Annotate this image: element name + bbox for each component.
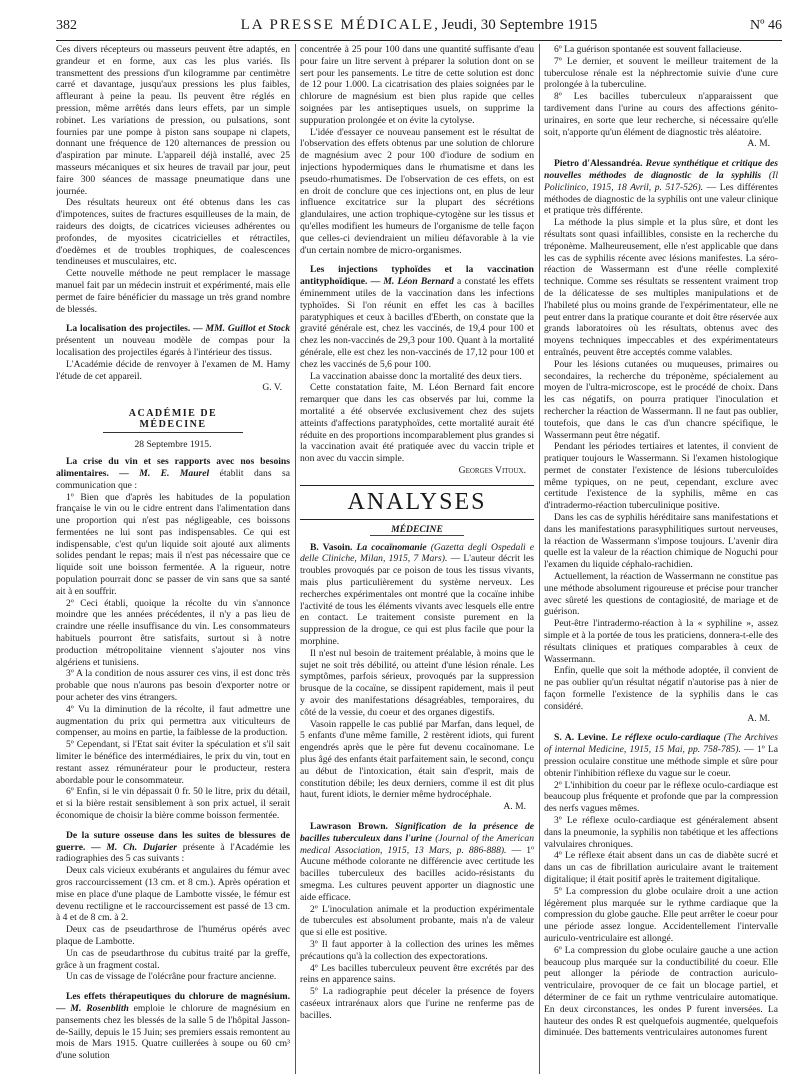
article-magnesium bbox=[56, 991, 290, 1062]
paragraph: 1º Bien que d'après les habitudes de la population française le vin ou le cidre entrent dans l'alimentation dans une proportion qui n'est pas négligeable, ces boissons fermentées ne lui sont pas indispensables. Ce qui est indispensable, c'est qu'un liquide soit ajouté aux aliments solides pendant le repas; mais il n'est pas nécessaire que ce liquide soit une boisson fermentée. A la rigueur, notre population pourrait donc se passer de vin sans que sa santé ait à en souffrir. bbox=[56, 491, 290, 597]
review-brown bbox=[300, 821, 534, 904]
column-divider bbox=[539, 44, 540, 1074]
journal-masthead bbox=[56, 17, 782, 34]
review-reference: (Il Policlinico, 1915, 18 Avril, p. 517-526). bbox=[544, 169, 778, 193]
article-author: — M. Rosenblith bbox=[56, 1002, 129, 1014]
paragraph: Deux cals vicieux exubérants et angulaires du fémur avec gros raccourcissement (13 cm. et 8 cm.). Après opération et mise en place d'une plaque de Lambotte vissée, le fémur est devenu rectiligne et le raccourcissement est passé de 13 cm. à 4 et de 8 cm. à 2. bbox=[56, 865, 290, 924]
paragraph: 8º Les bacilles tuberculeux n'apparaissent que tardivement dans l'urine au cours des affections génito-urinaires, en sorte que leur recherche, si nécessaire qu'elle soit, n'apporte qu'un élément de diagnostic très aléatoire. bbox=[544, 91, 778, 138]
review-dalessandrea bbox=[544, 158, 778, 217]
article-author: — M. Léon Bernard bbox=[367, 276, 454, 288]
signature: A. M. bbox=[503, 801, 526, 813]
section-heading: ACADÉMIE DE MÉDECINE bbox=[103, 408, 243, 433]
paragraph: L'idée d'essayer ce nouveau pansement est le résultat de l'observation des effets obtenus par une solution de chlorure de magnésium avec 2 pour 100 d'iodure de sodium en injections hypodermiques dans le rhumatisme et dans les pseudo-rhumatismes. De l'observation de ces effets, on est en droit de conclure que ces injections ont, en plus de leur influence excitatrice sur la plupart des sécrétions glandulaires, une action trophique-cytogène sur les tissus et qu'elles modifient les humeurs de l'organisme de telle façon que celles-ci deviendraient un milieu défavorable à la vie d'un certain nombre de micro-organismes. bbox=[300, 126, 534, 256]
issue-date: , Jeudi, 30 Septembre 1915 bbox=[434, 17, 598, 33]
paragraph: 2º Ceci établi, quoique la récolte du vin s'annonce moindre que les années précédentes, il n'y a pas lieu de craindre une réelle insuffisance du vin. Les consommateurs habituels pourront être satisfaits, surtout si à notre production métropolitaine viennent s'ajouter nos vins algériens et tunisiens. bbox=[56, 597, 290, 668]
column-middle bbox=[300, 44, 534, 1074]
subsection-heading: MÉDECINE bbox=[370, 524, 464, 536]
review-vasoin bbox=[300, 542, 534, 648]
article-text: emploie le chlorure de magnésium en pansements chez les blessés de la salle 5 de l'hôpital Jasson-de-Sailly, depuis le 15 Juin; ses premiers essais remontent au mois de Mars 1915. Quatre cuillerées à soupe ou 60 cm³ d'une solution bbox=[56, 1002, 290, 1062]
issue-number: Nº 46 bbox=[750, 18, 782, 33]
paragraph: Pendant les périodes tertiaires et latentes, il convient de pratiquer toujours le Wassermann. Si l'examen histologique permet de constater l'existence de lésions tuberculoïdes même typiques, on ne peut, cependant, exclure avec certitude l'existence de la syphilis, même en cas d'intradermo-réaction tuberculinique positive. bbox=[544, 441, 778, 512]
paragraph: 5º Cependant, si l'Etat sait éviter la spéculation et s'il sait limiter le bénéfice des intermédiaires, le prix du vin, tout en restant assez rémunérateur pour le producteur, restera abordable pour le consommateur. bbox=[56, 739, 290, 786]
paragraph: Ces divers récepteurs ou masseurs peuvent être adaptés, en grandeur et en forme, aux cas les plus variés. Ils transmettent des pressions d'un kilogramme par centimètre carré et davantage, jusqu'aux pressions les plus faibles, affleurant à peine la peau. Ils peuvent être réglés en pression, même arrêtés dans leurs effets, par un simple robinet. Les variations de pression, ou pulsations, sont fournies par une pompe à piston sans soupape ni clapets, donnant une fréquence de 120 alternances de pression ou d'aspiration par minute. L'appareil déjà installé, avec 25 masseurs mécaniques et six heures de travail par jour, peut faire 300 séances de massage pneumatique dans une journée. bbox=[56, 44, 290, 197]
paragraph: Deux cas de pseudarthrose de l'humérus opérés avec plaque de Lambotte. bbox=[56, 924, 290, 947]
newspaper-page bbox=[56, 16, 782, 1074]
article-title: Les effets thérapeutiques du chlorure de magnésium. bbox=[66, 991, 290, 1003]
paragraph: 7º Le dernier, et souvent le meilleur traitement de la tuberculose rénale est la néphrectomie suivie d'une cure prolongée à la tuberculine. bbox=[544, 55, 778, 91]
signature: A. M. bbox=[747, 138, 770, 150]
paragraph: Un cas de pseudarthrose du cubitus traité par la greffe, grâce à un fragment costal. bbox=[56, 947, 290, 971]
paragraph: 4º Les bacilles tuberculeux peuvent être excrétés par des reins en apparence sains. bbox=[300, 962, 534, 986]
paragraph: 3º Il faut apporter à la collection des urines les mêmes précautions qu'à la collection des expectorations. bbox=[300, 938, 534, 962]
paragraph: Enfin, quelle que soit la méthode adoptée, il convient de ne pas oublier qu'un résultat négatif n'autorise pas à nier de façon formelle l'existence de la syphilis dans le cas considéré. bbox=[544, 665, 778, 712]
signature: A. M. bbox=[747, 712, 770, 724]
text-columns bbox=[56, 44, 782, 1074]
review-title: La cocaïnomanie bbox=[352, 541, 427, 553]
column-divider bbox=[295, 44, 296, 1074]
paragraph: L'Académie décide de renvoyer à l'examen de M. Hamy l'étude de cet appareil. bbox=[56, 358, 290, 382]
article-vin bbox=[56, 456, 290, 491]
paragraph: Vasoin rappelle le cas publié par Marfan, dans lequel, de 5 enfants d'une même famille, 2 restèrent idiots, qui furent engendrés après que le père fut devenu cocaïnomane. Le plus âgé des enfants était parfaitement sain, le second, conçu au début de l'intoxication, était sain d'esprit, mais de constitution débile; les deux derniers, comme il est dit plus haut, furent idiots, le dernier même hydrocéphale. bbox=[300, 718, 534, 801]
paragraph: 2º L'inoculation animale et la production expérimentale de tubercules est absolument probante, mais n'a de valeur que si elle est positive. bbox=[300, 903, 534, 939]
paragraph: concentrée à 25 pour 100 dans une quantité suffisante d'eau pour faire un litre servent à préparer la solution dont on se sert pour les pansements. Le titre de cette solution est donc de 12 pour 1.000. La cicatrisation des plaies soignées par le chlorure de magnésium est bien plus rapide que celles soignées par les antiseptiques usuels, on supprime la suppuration prolongée et on évite la cytolyse. bbox=[300, 44, 534, 126]
page-header bbox=[56, 16, 782, 41]
paragraph: La méthode la plus simple et la plus sûre, et dont les résultats sont quasi infaillibles, consiste en la recherche du tréponème. Malheureusement, elle n'est applicable que dans les cas de syphilis récente avec lésions manifestes. La séro-réaction de Wassermann est d'une réelle complexité technique. Comme ses résultats se ressentent vraiment trop de la délicatesse de ses multiples manipulations et de l'habileté plus ou moins grande de l'expérimentateur, elle ne peut entrer dans la pratique courante et doit être réservée aux grands laboratoires où les résultats, obtenus avec des moyens techniques impeccables et des expérimentateurs entraînés, peuvent être acceptés comme valables. bbox=[544, 217, 778, 358]
paragraph: Pour les lésions cutanées ou muqueuses, primaires ou secondaires, la recherche du tréponème, spécialement au moyen de l'ultra-microscope, est le procédé de choix. Dans les cas négatifs, on pourra pratiquer l'inoculation et rechercher la réaction de Wassermann. Il ne faut pas oublier, toutefois, que dans le cas d'un chancre spécifique, le Wassermann peut être négatif. bbox=[544, 358, 778, 441]
signature: G. V. bbox=[262, 382, 282, 394]
review-text: — L'auteur décrit les troubles provoqués par ce poison de tous les tissus vivants, mais plus particulièrement du système nerveux. Les recherches expérimentales ont montré que la cocaïne inhibe l'activité de tous les éléments vivants avec lesquels elle entre en contact. Le traitement consiste purement en la suppression de la drogue, ce qui est plus facile que pour la morphine. bbox=[300, 553, 534, 648]
review-text: — 1º La pression oculaire constitue une méthode simple et sûre pour obtenir l'inhibition réflexe du vague sur le coeur. bbox=[544, 744, 778, 779]
review-reference: (The Archives of internal Medicine, 1915, 15 Mai, pp. 758-785). bbox=[544, 732, 778, 756]
article-text: a constaté les effets éminemment utiles de la vaccination dans les infections typhoïdes. Si l'on réunit en effet les cas à bacilles paratyphiques et ceux à bacilles d'Eberth, on constate que la gravité générale est, chez les vaccinés, de 19,4 pour 100 et chez les non-vaccinés de 29,3 pour 100. Quant à la mortalité générale, elle est chez les non-vaccinés de 17,12 pour 100 et chez les vaccinés de 5,6 pour 100. bbox=[300, 276, 534, 370]
article-title: La localisation des projectiles. bbox=[66, 323, 191, 335]
article-localisation bbox=[56, 323, 290, 358]
review-author: Lawrason Brown. bbox=[310, 821, 388, 833]
review-title: Signification de la présence de bacilles tuberculeux dans l'urine bbox=[300, 821, 534, 844]
paragraph: 4º Le réflexe était absent dans un cas de diabète sucré et dans un cas de fibrillation auriculaire avant le traitement digitalique; il était positif après le traitement digitalique. bbox=[544, 850, 778, 885]
article-title: Les injections typhoïdes et la vaccination antityphoïdique. bbox=[300, 264, 534, 288]
article-injections bbox=[300, 264, 534, 370]
paragraph: 5º La compression du globe oculaire droit a une action légèrement plus marquée sur le rythme cardiaque que la compression du globe gauche. Elle peut arrêter le coeur pour une période assez longue. Accidentellement l'intervalle auriculo-ventriculaire est allongé. bbox=[544, 885, 778, 944]
paragraph: 4º Vu la diminution de la récolte, il faut admettre une augmentation du prix qui permettra aux viticulteurs de compenser, au moins en partie, la faiblesse de la production. bbox=[56, 703, 290, 739]
paragraph: Peut-être l'intradermo-réaction à la « syphiline », assez simple et à la portée de tous les praticiens, donnera-t-elle des résultats cliniques et pratiques comparables à ceux de Wassermann. bbox=[544, 618, 778, 665]
paragraph: Cette constatation faite, M. Léon Bernard fait encore remarquer que dans les cas observés par lui, comme la mortalité a été observée exclusivement chez des sujets atteints d'affections paratyphoïdes, cette mortalité aurait été réduite en des proportions incomparablement plus grandes si la vaccination avait été pratiquée avec du vaccin triple et non avec du vaccin simple. bbox=[300, 382, 534, 465]
review-author: Pietro d'Alessandréa. bbox=[554, 158, 643, 170]
review-author: B. Vasoin. bbox=[310, 541, 353, 553]
review-title: Le réflexe oculo-cardiaque bbox=[607, 732, 721, 744]
review-reference: (Journal of the American medical Association, 1915, 13 Mars, p. 886-888). bbox=[300, 832, 534, 856]
column-left bbox=[56, 44, 290, 1074]
review-reference: (Gazetta degli Ospedali e delle Cliniche, Milan, 1915, 7 Mars). bbox=[300, 541, 534, 565]
paragraph: 6º La compression du globe oculaire gauche a une action beaucoup plus marquée sur la conductibilité du coeur. Elle peut allonger la période de contraction auriculo-ventriculaire, provoquer de ce fait un blocage partiel, et déterminer de ce fait un rythme ventriculaire automatique. En deux circonstances, les ondes P furent inversées. La hauteur des ondes R est quelquefois augmentée, quelquefois diminuée. Des battements ventriculaires autonomes furent bbox=[544, 944, 778, 1039]
paragraph: 2º L'inhibition du coeur par le réflexe oculo-cardiaque est beaucoup plus fréquente et profonde que par la compression des nerfs vagues mêmes. bbox=[544, 779, 778, 815]
paragraph: Des résultats heureux ont été obtenus dans les cas d'impotences, suites de fractures esquilleuses de la main, de raideurs des doigts, de cicatrices vicieuses adhérentes ou profondes, de myosites cicatricielles et rétractiles, d'oedèmes et de troubles trophiques, de coalescences tendineuses et musculaires, etc. bbox=[56, 197, 290, 268]
paragraph: Actuellement, la réaction de Wassermann ne constitue pas une méthode absolument rigoureuse et précise pour trancher avec sûreté les questions de contagiosité, de mariage et de guérison. bbox=[544, 571, 778, 618]
paragraph: La vaccination abaisse donc la mortalité des deux tiers. bbox=[310, 370, 522, 382]
paragraph: 6º Enfin, si le vin dépassait 0 fr. 50 le litre, prix du détail, et si la bière restait sensiblement à son prix actuel, il serait économique de choisir la bière comme boisson fermentée. bbox=[56, 786, 290, 822]
article-author: — M. E. Maurel bbox=[108, 467, 210, 479]
journal-title: LA PRESSE MÉDICALE bbox=[240, 17, 435, 33]
article-text: présentent un nouveau modèle de compas pour la localisation des projectiles égarés à l'intérieur des tissus. bbox=[56, 335, 290, 358]
page-number: 382 bbox=[56, 18, 77, 33]
paragraph: Dans les cas de syphilis héréditaire sans manifestations et dans les manifestations parasyphilitiques surtout nerveuses, la réaction de Wassermann s'impose toujours. L'avenir dira quelle est la valeur de la réaction chimique de Noguchi pour l'examen du liquide céphalo-rachidien. bbox=[544, 512, 778, 571]
review-title: Revue synthétique et critique des nouvelles méthodes de diagnostic de la syphilis bbox=[544, 158, 778, 181]
paragraph: Un cas de vissage de l'olécrâne pour fracture ancienne. bbox=[66, 971, 277, 983]
review-text: — Les différentes méthodes de diagnostic de la syphilis ont une valeur clinique et pratique très différente. bbox=[544, 181, 778, 217]
paragraph: Cette nouvelle méthode ne peut remplacer le massage manuel fait par un médecin instruit et expérimenté, mais elle permet de faire bénéficier du massage un très grand nombre de blessés. bbox=[56, 268, 290, 315]
article-text: établit dans sa communication que : bbox=[56, 467, 290, 491]
paragraph: Il n'est nul besoin de traitement préalable, à moins que le sujet ne soit très débilité, ou atteint d'une lésion rénale. Les symptômes, parfois sérieux, provoqués par la suppression brusque de la cocaïne, se dissipent rapidement, mais il peut y avoir des manifestations désagréables, temporaires, du côté de la vessie, du coeur et des organes digestifs. bbox=[300, 647, 534, 718]
signature: Georges Vitoux. bbox=[458, 464, 526, 476]
article-title: De la suture osseuse dans les suites de blessures de guerre. bbox=[56, 829, 290, 853]
column-right bbox=[544, 44, 778, 1074]
article-title: La crise du vin et ses rapports avec nos besoins alimentaires. bbox=[56, 456, 290, 479]
article-author: — M. Ch. Dujarier bbox=[85, 841, 177, 853]
section-heading: ANALYSES bbox=[347, 488, 487, 515]
article-text: présente à l'Académie les radiographies des 5 cas suivants : bbox=[56, 841, 290, 865]
article-suture bbox=[56, 830, 290, 865]
paragraph: 6º La guérison spontanée est souvent fallacieuse. bbox=[554, 44, 742, 55]
review-levine bbox=[544, 732, 778, 779]
article-author: — MM. Guillot et Stock bbox=[190, 323, 290, 335]
session-date: 28 Septembre 1915. bbox=[134, 439, 212, 451]
paragraph: 3º Le réflexe oculo-cardiaque est généralement absent dans la pneumonie, la syphilis non tabétique et les affections valvulaires chroniques. bbox=[544, 815, 778, 850]
review-author: S. A. Levine. bbox=[554, 732, 608, 744]
paragraph: 3º A la condition de nous assurer ces vins, il est donc très probable que nous n'aurons pas besoin d'exporter notre or pour acheter des vins étrangers. bbox=[56, 668, 290, 704]
paragraph: 5º La radiographie peut déceler la présence de foyers caséeux intrarénaux alors que l'urine ne renferme pas de bacilles. bbox=[300, 986, 534, 1021]
review-text: — 1º Aucune méthode colorante ne différencie avec certitude les bacilles tuberculeux des bacilles acido-résistants du smegma. Les cultures peuvent apporter un diagnostic une aide efficace. bbox=[300, 844, 534, 903]
analyses-banner bbox=[300, 485, 534, 520]
